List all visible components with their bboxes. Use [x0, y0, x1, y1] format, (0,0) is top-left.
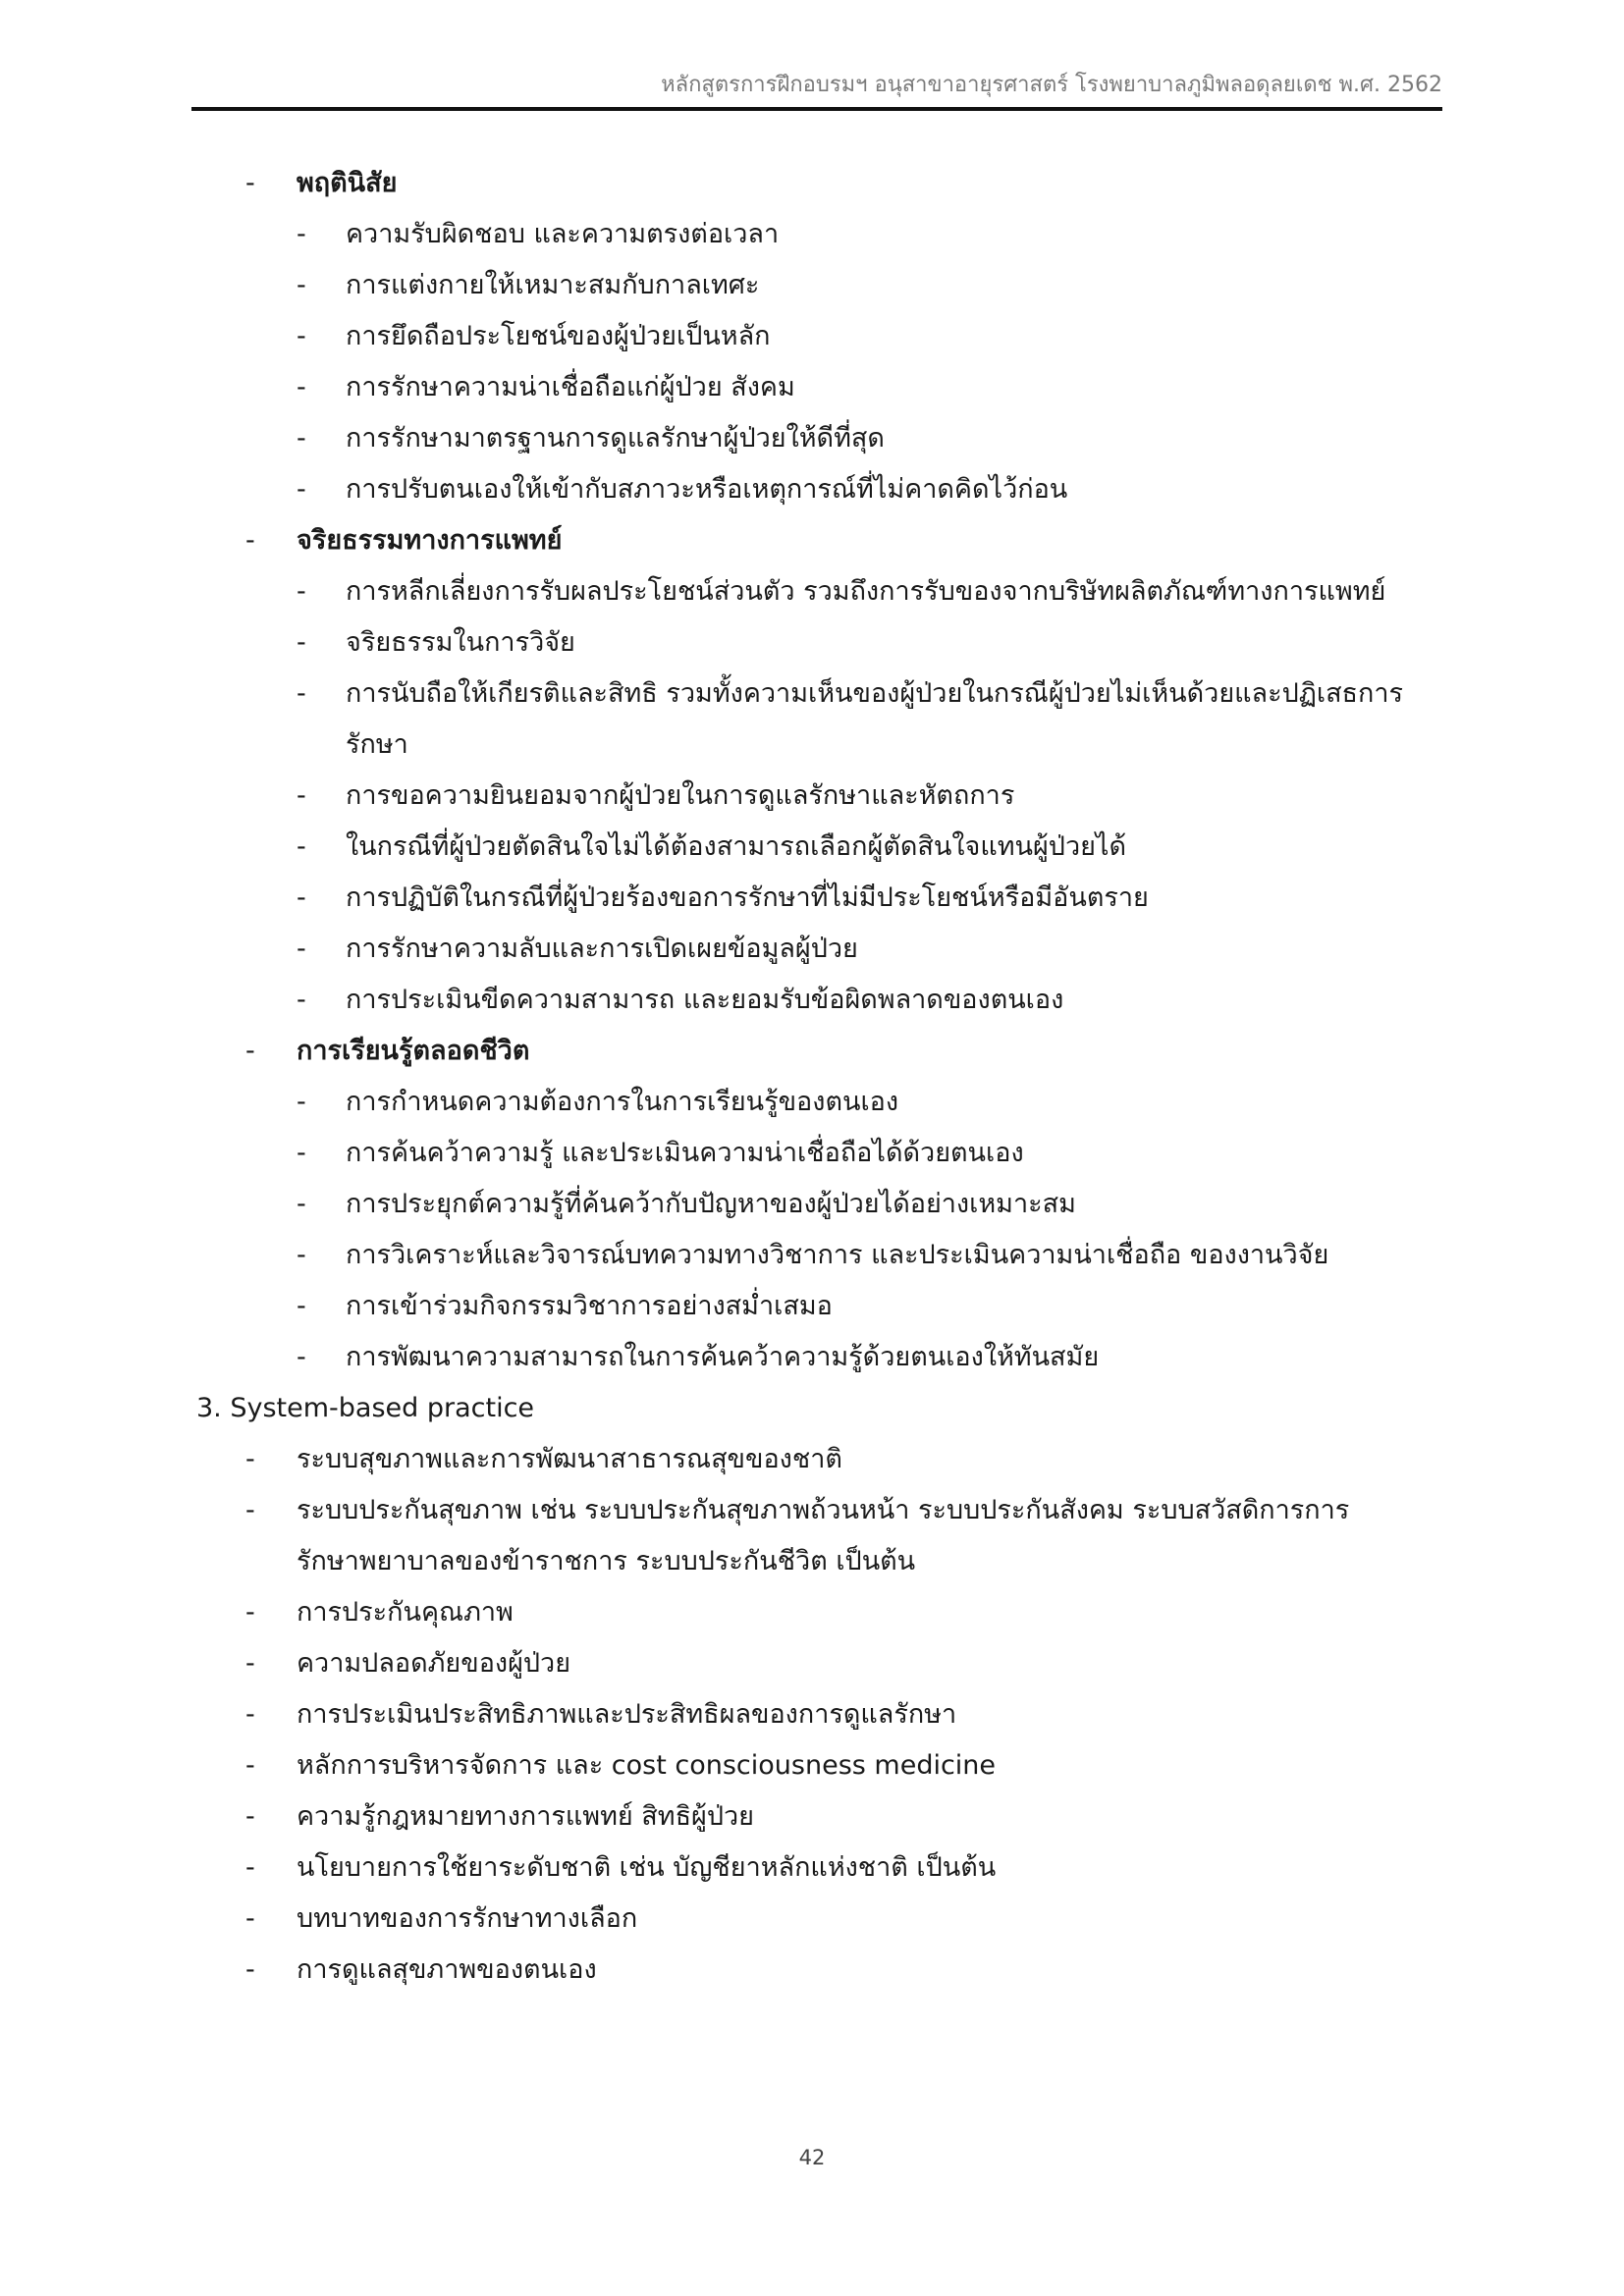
list-item-text: นโยบายการใช้ยาระดับชาติ เช่น บัญชียาหลักแห่งชาติ เป็นต้น [297, 1852, 997, 1883]
list-item-text: ความปลอดภัยของผู้ป่วย [297, 1648, 571, 1679]
bullet-dash: - [297, 372, 306, 402]
bullet-dash: - [297, 985, 306, 1015]
list-item-text: การประยุกต์ความรู้ที่ค้นคว้ากับปัญหาของผู้ป่วยได้อย่างเหมาะสม [346, 1189, 1076, 1219]
bullet-dash: - [245, 168, 255, 198]
bullet-dash: - [245, 525, 255, 556]
list-item-text: การยึดถือประโยชน์ของผู้ป่วยเป็นหลัก [346, 321, 771, 351]
list-item-text: ในกรณีที่ผู้ป่วยตัดสินใจไม่ได้ต้องสามารถเลือกผู้ตัดสินใจแทนผู้ป่วยได้ [346, 831, 1127, 862]
list-item-text: ระบบสุขภาพและการพัฒนาสาธารณสุขของชาติ [297, 1444, 842, 1474]
heading-text: การเรียนรู้ตลอดชีวิต [297, 1036, 530, 1066]
bullet-dash: - [245, 1903, 255, 1934]
list-item-text: การดูแลสุขภาพของตนเอง [297, 1954, 597, 1985]
list-item-text: การประเมินประสิทธิภาพและประสิทธิผลของการดูแลรักษา [297, 1699, 957, 1730]
list-item-text: จริยธรรมในการวิจัย [346, 627, 575, 658]
list-item-text: การพัฒนาความสามารถในการค้นคว้าความรู้ด้วยตนเองให้ทันสมัย [346, 1342, 1100, 1372]
heading-text: 3. System-based practice [196, 1393, 535, 1423]
list-item-text: การหลีกเลี่ยงการรับผลประโยชน์ส่วนตัว รวมถึงการรับของจากบริษัทผลิตภัณฑ์ทางการแพทย์ [346, 576, 1386, 607]
bullet-dash: - [297, 576, 306, 607]
bullet-dash: - [297, 831, 306, 862]
bullet-dash: - [297, 1291, 306, 1321]
bullet-dash: - [245, 1852, 255, 1883]
bullet-dash: - [245, 1036, 255, 1066]
list-item-text: ความรู้กฎหมายทางการแพทย์ สิทธิผู้ป่วย [297, 1801, 754, 1832]
bullet-dash: - [297, 1189, 306, 1219]
bullet-dash: - [297, 219, 306, 249]
list-item-text: การรักษาความน่าเชื่อถือแก่ผู้ป่วย สังคม [346, 372, 795, 402]
bullet-dash: - [245, 1444, 255, 1474]
bullet-dash: - [297, 780, 306, 811]
bullet-dash: - [297, 423, 306, 454]
list-item-text: การขอความยินยอมจากผู้ป่วยในการดูแลรักษาและหัตถการ [346, 780, 1015, 811]
header-divider [191, 107, 1442, 111]
page-number: 42 [798, 2146, 826, 2169]
bullet-dash: - [297, 1240, 306, 1270]
list-item-text: หลักการบริหารจัดการ และ cost consciousness medicine [297, 1750, 997, 1781]
list-item-text: การรักษามาตรฐานการดูแลรักษาผู้ป่วยให้ดีที่สุด [346, 423, 885, 454]
list-item-text: ความรับผิดชอบ และความตรงต่อเวลา [346, 219, 780, 249]
list-item-text: การวิเคราะห์และวิจารณ์บทความทางวิชาการ และประเมินความน่าเชื่อถือ ของงานวิจัย [346, 1240, 1329, 1270]
list-item-text: การปฏิบัติในกรณีที่ผู้ป่วยร้องขอการรักษาที่ไม่มีประโยชน์หรือมีอันตราย [346, 882, 1149, 913]
list-item-text: การประเมินขีดความสามารถ และยอมรับข้อผิดพลาดของตนเอง [346, 985, 1064, 1015]
bullet-dash: - [245, 1699, 255, 1730]
bullet-dash: - [245, 1801, 255, 1832]
list-item-text: ระบบประกันสุขภาพ เช่น ระบบประกันสุขภาพถ้วนหน้า ระบบประกันสังคม ระบบสวัสดิการการ [297, 1495, 1350, 1525]
bullet-dash: - [297, 934, 306, 964]
bullet-dash: - [297, 627, 306, 658]
list-item-text: บทบาทของการรักษาทางเลือก [297, 1903, 638, 1934]
bullet-dash: - [297, 474, 306, 505]
bullet-dash: - [297, 270, 306, 300]
bullet-dash: - [245, 1648, 255, 1679]
bullet-dash: - [297, 1087, 306, 1117]
list-item-text: การแต่งกายให้เหมาะสมกับกาลเทศะ [346, 270, 760, 300]
bullet-dash: - [297, 678, 306, 709]
list-item-text: การค้นคว้าความรู้ และประเมินความน่าเชื่อถือได้ด้วยตนเอง [346, 1138, 1024, 1168]
bullet-dash: - [297, 321, 306, 351]
list-item-text: การเข้าร่วมกิจกรรมวิชาการอย่างสม่ำเสมอ [346, 1291, 833, 1321]
bullet-dash: - [245, 1597, 255, 1628]
heading-text: จริยธรรมทางการแพทย์ [297, 525, 563, 556]
list-item-text: การกำหนดความต้องการในการเรียนรู้ของตนเอง [346, 1087, 899, 1117]
list-item-text: การประกันคุณภาพ [297, 1597, 514, 1628]
heading-text: พฤตินิสัย [297, 168, 398, 198]
bullet-dash: - [245, 1750, 255, 1781]
list-item-text: การรักษาความลับและการเปิดเผยข้อมูลผู้ป่วย [346, 934, 858, 964]
bullet-dash: - [297, 882, 306, 913]
page-header-title: หลักสูตรการฝึกอบรมฯ อนุสาขาอายุรศาสตร์ โรงพยาบาลภูมิพลอดุลยเดช พ.ศ. 2562 [661, 73, 1442, 97]
list-item-text: รักษา [346, 729, 408, 760]
list-item-text: การปรับตนเองให้เข้ากับสภาวะหรือเหตุการณ์ที่ไม่คาดคิดไว้ก่อน [346, 474, 1068, 505]
bullet-dash: - [245, 1954, 255, 1985]
list-item-text: การนับถือให้เกียรติและสิทธิ รวมทั้งความเห็นของผู้ป่วยในกรณีผู้ป่วยไม่เห็นด้วยและปฏิเสธการ [346, 678, 1404, 709]
bullet-dash: - [297, 1342, 306, 1372]
list-item-text: รักษาพยาบาลของข้าราชการ ระบบประกันชีวิต เป็นต้น [297, 1546, 916, 1576]
bullet-dash: - [245, 1495, 255, 1525]
bullet-dash: - [297, 1138, 306, 1168]
